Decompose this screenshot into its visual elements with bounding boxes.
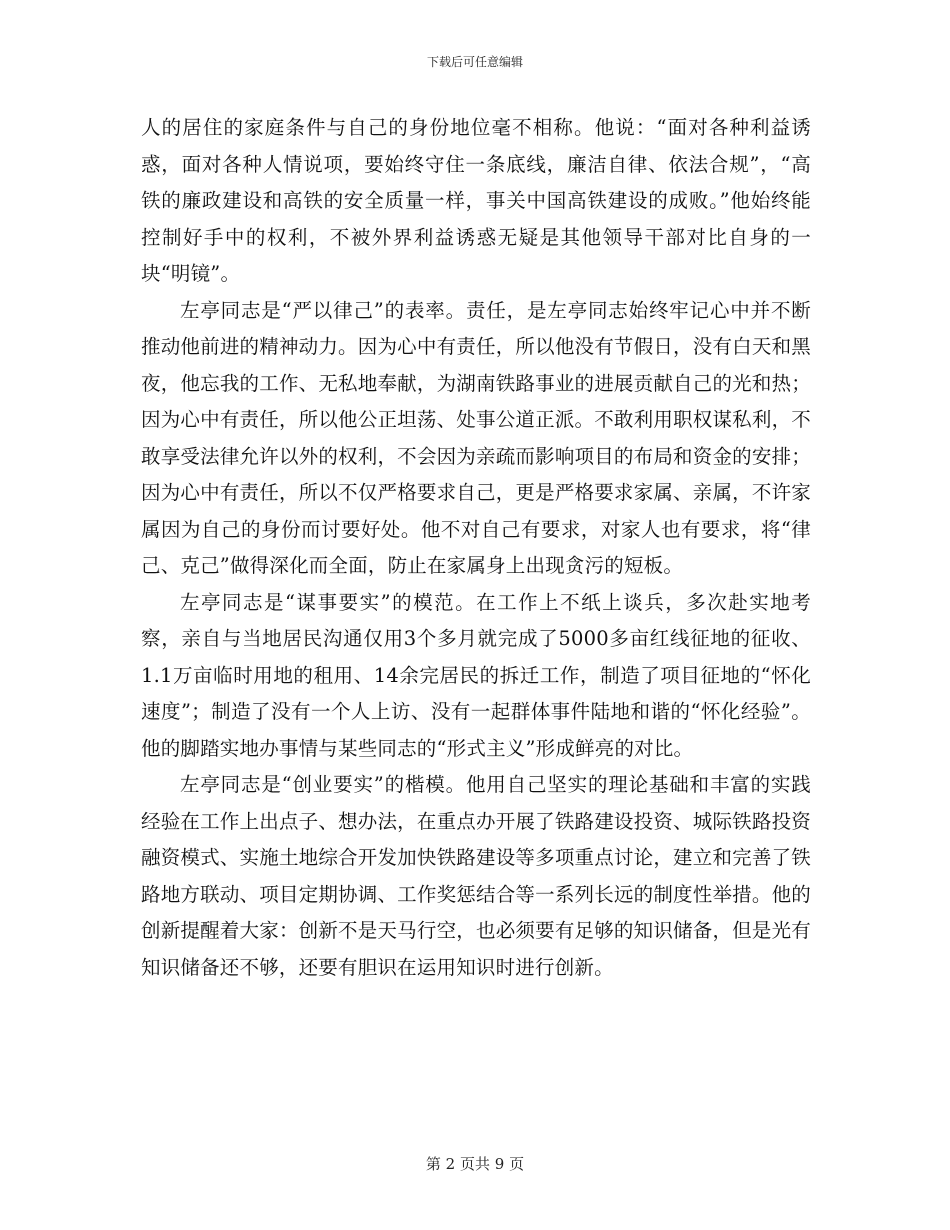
paragraph-chuang-ye-yao-shi: 左亭同志是“创业要实”的楷模。他用自己坚实的理论基础和丰富的实践经验在工作上出点子、想办法，在重点办开展了铁路建设投资、城际铁路投资融资模式、实施土地综合开发加快铁路建设等多项重点讨论，建立和完善了铁路地方联动、项目定期协调、工作奖惩结合等一系列长远的制度性举措。他的创新提醒着大家：创新不是天马行空，也必须要有足够的知识储备，但是光有知识储备还不够，还要有胆识在运用知识时进行创新。 — [141, 773, 811, 979]
page-number-footer: 第 2 页共 9 页 — [425, 1155, 525, 1173]
paragraph-mou-shi-yao-shi: 左亭同志是“谋事要实”的模范。在工作上不纸上谈兵，多次赴实地考察，亲自与当地居民沟通仅用3个多月就完成了5000多亩红线征地的征收、1.1万亩临时用地的租用、14余完居民的拆迁工作，制造了项目征地的“怀化速度”；制造了没有一个人上访、没有一起群体事件陆地和谐的“怀化经验”。他的脚踏实地办事情与某些同志的“形式主义”形成鲜亮的对比。 — [141, 590, 811, 760]
page-header: 下载后可任意编辑 — [426, 55, 523, 69]
paragraph-continuation: 人的居住的家庭条件与自己的身份地位毫不相称。他说：“面对各种利益诱惑，面对各种人情说项，要始终守住一条底线，廉洁自律、依法合规”，“高铁的廉政建设和高铁的安全质量一样，事关中国高铁建设的成败。”他始终能控制好手中的权利，不被外界利益诱惑无疑是其他领导干部对比自身的一块“明镜”。 — [141, 116, 811, 285]
paragraph-yan-yi-lv-ji: 左亭同志是“严以律己”的表率。责任，是左亭同志始终牢记心中并不断推动他前进的精神动力。因为心中有责任，所以他没有节假日，没有白天和黑夜，他忘我的工作、无私地奉献，为湖南铁路事业的进展贡献自己的光和热；因为心中有责任，所以他公正坦荡、处事公道正派。不敢利用职权谋私利，不敢享受法律允许以外的权利，不会因为亲疏而影响项目的布局和资金的安排；因为心中有责任，所以不仅严格要求自己，更是严格要求家属、亲属，不许家属因为自己的身份而讨要好处。他不对自己有要求，对家人也有要求，将“律己、克己”做得深化而全面，防止在家属身上出现贪污的短板。 — [141, 298, 811, 577]
document-body — [141, 110, 811, 986]
